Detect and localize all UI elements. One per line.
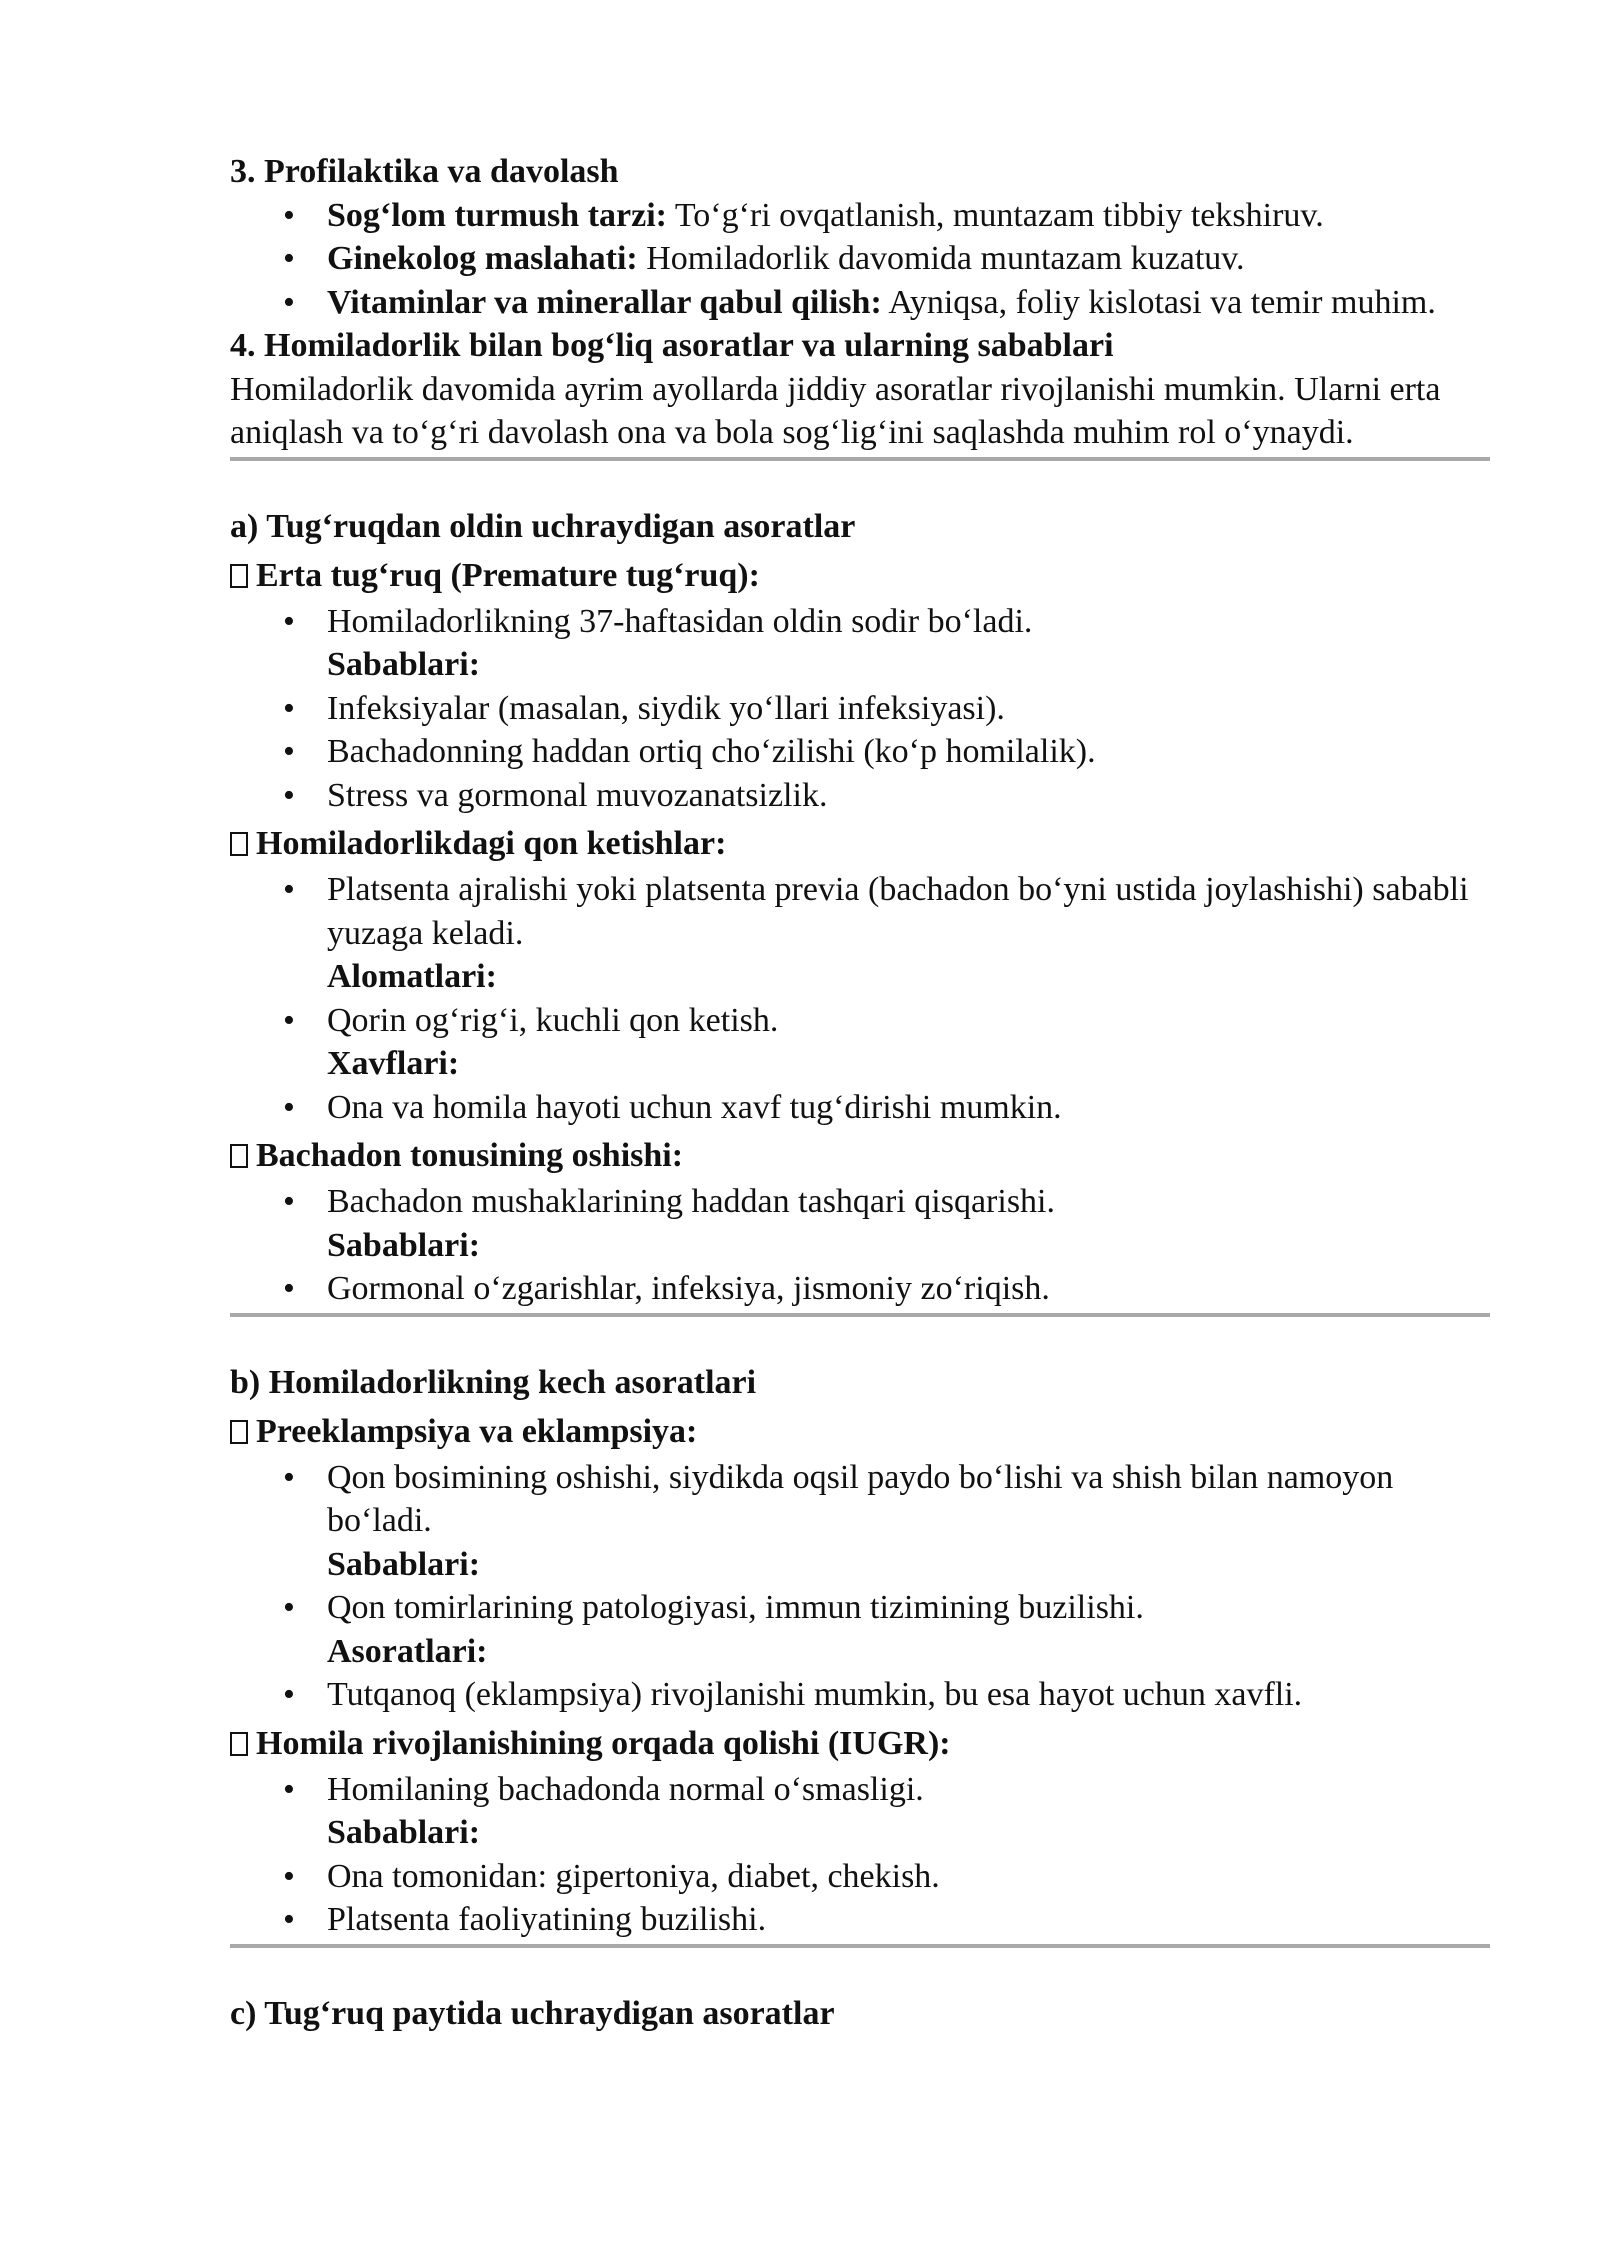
section-3-list (230, 194, 1490, 325)
item-text: Infeksiyalar (masalan, siydik yo‘llari infeksiyasi). (327, 689, 1005, 727)
bullet-icon: • (283, 1589, 295, 1626)
list-item (230, 1586, 1490, 1630)
sub-label: Alomatlari: (327, 958, 497, 995)
list-item (230, 999, 1490, 1043)
list-item (230, 1898, 1490, 1942)
item-text: Qon tomirlarining patologiyasi, immun tizimining buzilishi. (327, 1589, 1144, 1626)
sub-label: Sabablari: (327, 1545, 481, 1583)
list (230, 1855, 1490, 1942)
bullet-icon: • (283, 733, 295, 770)
sub-label: Sabablari: (327, 1814, 481, 1851)
item-text: Ayniqsa, foliy kislotasi va temir muhim. (881, 283, 1436, 321)
bullet-icon: • (283, 283, 295, 321)
list-item (230, 1855, 1490, 1899)
bullet-icon: • (283, 1901, 295, 1938)
item-text: Homiladorlik davomida muntazam kuzatuv. (637, 240, 1245, 277)
subsection-title (230, 1134, 1490, 1180)
sub-label: Xavflari: (327, 1045, 460, 1082)
sub-label: Sabablari: (327, 646, 481, 683)
list-item (230, 687, 1490, 731)
list (230, 1768, 1490, 1812)
missing-glyph-icon (230, 564, 248, 588)
list-item (230, 281, 1490, 325)
list (230, 1586, 1490, 1630)
item-term: Sog‘lom turmush tarzi: (327, 196, 667, 234)
list-item (230, 1267, 1490, 1311)
missing-glyph-icon (230, 1420, 248, 1444)
bullet-icon: • (283, 1676, 295, 1713)
sub-label: Asoratlari: (327, 1632, 488, 1670)
subsection-title (230, 554, 1490, 600)
list-item (230, 730, 1490, 774)
bullet-icon: • (283, 871, 295, 908)
item-text: Ona va homila hayoti uchun xavf tug‘dirishi mumkin. (327, 1088, 1062, 1126)
bullet-icon: • (283, 602, 295, 640)
list-item (230, 237, 1490, 281)
subsection-title-text: Homiladorlikdagi qon ketishlar: (256, 825, 727, 862)
item-text: Bachadon mushaklarining haddan tashqari qisqarishi. (327, 1183, 1055, 1220)
item-text: Platsenta faoliyatining buzilishi. (327, 1901, 767, 1938)
item-text: Qorin og‘rig‘i, kuchli qon ketish. (327, 1001, 779, 1039)
bullet-icon: • (283, 1857, 295, 1895)
bullet-icon: • (283, 1458, 295, 1496)
bullet-icon: • (283, 776, 295, 814)
list-item (230, 1456, 1490, 1543)
item-term: Vitaminlar va minerallar qabul qilish: (327, 283, 882, 321)
item-text: Homiladorlikning 37-haftasidan oldin sodir bo‘ladi. (327, 602, 1033, 640)
item-text: Tutqanoq (eklampsiya) rivojlanishi mumkin, bu esa hayot uchun xavfli. (327, 1676, 1303, 1713)
divider (230, 1944, 1490, 1948)
list (230, 868, 1490, 955)
list (230, 600, 1490, 644)
list (230, 1673, 1490, 1717)
subsection-title (230, 1410, 1490, 1456)
list-item (230, 194, 1490, 238)
missing-glyph-icon (230, 1732, 248, 1756)
part-c-title: c) Tug‘ruq paytida uchraydigan asoratlar (230, 1994, 835, 2032)
list (230, 1086, 1490, 1130)
bullet-icon: • (283, 240, 295, 277)
item-text: Gormonal o‘zgarishlar, infeksiya, jismoniy zo‘riqish. (327, 1270, 1050, 1307)
bullet-icon: • (283, 196, 295, 234)
document-page (230, 150, 1490, 2036)
list-item (230, 1180, 1490, 1224)
list (230, 1267, 1490, 1311)
list-item (230, 868, 1490, 955)
list-item (230, 600, 1490, 644)
subsection-title-text: Preeklampsiya va eklampsiya: (256, 1412, 698, 1450)
list (230, 1456, 1490, 1543)
item-text: Ona tomonidan: gipertoniya, diabet, chekish. (327, 1857, 940, 1895)
divider (230, 457, 1490, 461)
list-item (230, 1086, 1490, 1130)
item-text: Homilaning bachadonda normal o‘smasligi. (327, 1770, 924, 1808)
bullet-icon: • (283, 1770, 295, 1808)
list (230, 999, 1490, 1043)
subsection-title (230, 822, 1490, 868)
part-a-title: a) Tug‘ruqdan oldin uchraydigan asoratlar (230, 507, 856, 545)
missing-glyph-icon (230, 1144, 248, 1168)
subsection-title-text: Homila rivojlanishining orqada qolishi (IUGR): (256, 1724, 951, 1762)
list-item (230, 774, 1490, 818)
item-text: To‘g‘ri ovqatlanish, muntazam tibbiy tekshiruv. (666, 196, 1324, 234)
subsection-title (230, 1722, 1490, 1768)
item-text: Bachadonning haddan ortiq cho‘zilishi (ko‘p homilalik). (327, 733, 1096, 770)
subsection-title-text: Bachadon tonusining oshishi: (256, 1137, 684, 1174)
list (230, 687, 1490, 818)
item-text: Stress va gormonal muvozanatsizlik. (327, 776, 828, 814)
list-item (230, 1768, 1490, 1812)
bullet-icon: • (283, 1183, 295, 1220)
part-b-title: b) Homiladorlikning kech asoratlari (230, 1363, 757, 1401)
bullet-icon: • (283, 1088, 295, 1126)
sub-label: Sabablari: (327, 1226, 481, 1264)
bullet-icon: • (283, 1001, 295, 1039)
list-item (230, 1673, 1490, 1717)
bullet-icon: • (283, 689, 295, 727)
list (230, 1180, 1490, 1224)
section-4-paragraph: Homiladorlik davomida ayrim ayollarda jiddiy asoratlar rivojlanishi mumkin. Ularni erta aniqlash va to‘g‘ri davolash ona va bola sog‘lig‘ini saqlashda muhim rol o‘ynaydi. (230, 370, 1441, 451)
bullet-icon: • (283, 1270, 295, 1307)
item-text: Qon bosimining oshishi, siydikda oqsil paydo bo‘lishi va shish bilan namoyon bo‘ladi. (327, 1458, 1394, 1539)
item-term: Ginekolog maslahati: (327, 240, 638, 277)
section-3-heading: 3. Profilaktika va davolash (230, 153, 619, 190)
divider (230, 1313, 1490, 1317)
missing-glyph-icon (230, 832, 248, 856)
subsection-title-text: Erta tug‘ruq (Premature tug‘ruq): (256, 556, 760, 594)
section-4-heading: 4. Homiladorlik bilan bog‘liq asoratlar va ularning sabablari (230, 327, 1114, 364)
item-text: Platsenta ajralishi yoki platsenta previa (bachadon bo‘yni ustida joylashishi) sababli yuzaga keladi. (327, 871, 1469, 952)
